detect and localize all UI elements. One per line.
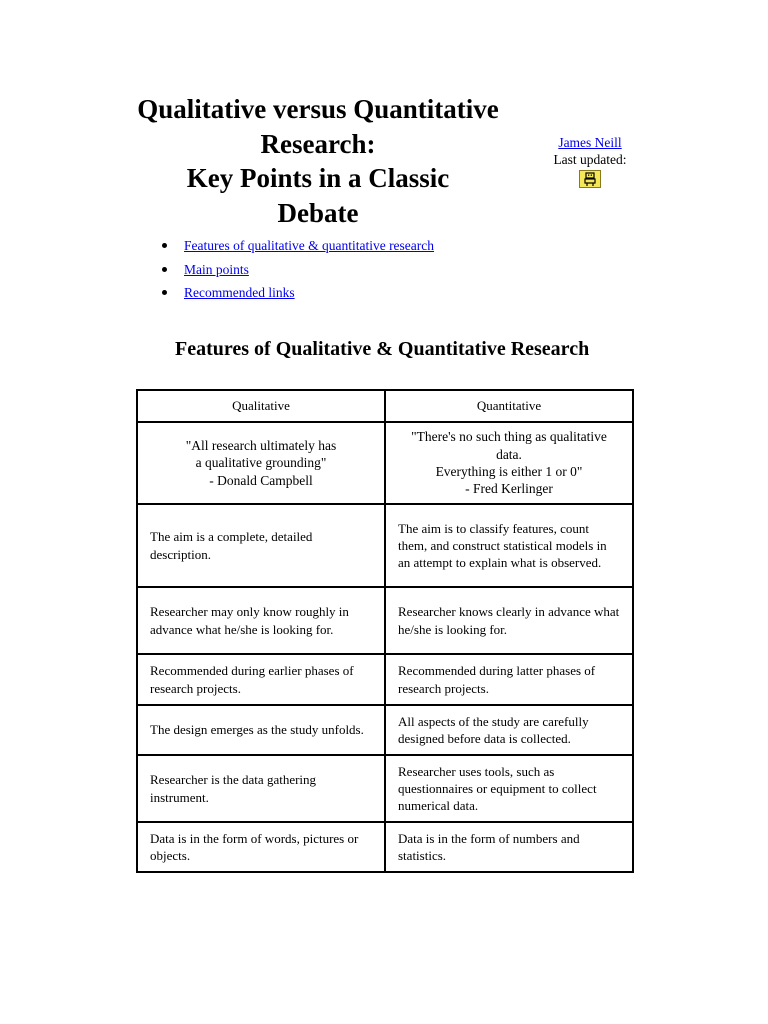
table-row — [137, 654, 633, 705]
quote-row — [137, 422, 633, 504]
table-header-row — [137, 390, 633, 422]
qualitative-cell: The aim is a complete, detailed description. — [137, 504, 385, 587]
title-line: Research: — [260, 128, 376, 159]
toc-link-features[interactable]: Features of qualitative & quantitative research — [184, 238, 435, 253]
toc-item — [162, 260, 434, 284]
quantitative-cell: Recommended during latter phases of research projects. — [385, 654, 633, 705]
table-row — [137, 705, 633, 755]
qualitative-cell: Researcher may only know roughly in advance what he/she is looking for. — [137, 587, 385, 654]
column-header-quantitative: Quantitative — [385, 390, 633, 422]
toc-link-recommended-links[interactable]: Recommended links — [184, 285, 295, 300]
robot-icon — [579, 170, 601, 188]
table-row — [137, 504, 633, 587]
quantitative-cell: The aim is to classify features, count them, and construct statistical models in an attempt to explain what is observed. — [385, 504, 633, 587]
table-row — [137, 822, 633, 872]
toc-item — [162, 236, 434, 260]
quote-line: - Donald Campbell — [209, 472, 313, 488]
toc-link-main-points[interactable]: Main points — [184, 261, 249, 277]
table-row — [137, 755, 633, 822]
quote-line: - Fred Kerlinger — [465, 481, 553, 497]
qualitative-cell: The design emerges as the study unfolds. — [137, 705, 385, 755]
page-title — [108, 92, 528, 230]
title-line: Debate — [277, 197, 359, 228]
quantitative-cell: Data is in the form of numbers and statistics. — [385, 822, 633, 872]
qualitative-quote — [137, 422, 385, 504]
quote-line: a qualitative grounding" — [195, 455, 327, 471]
quote-line: "All research ultimately has — [185, 438, 337, 454]
qualitative-cell: Researcher is the data gathering instrument. — [137, 755, 385, 822]
author-link[interactable]: James Neill — [558, 135, 622, 150]
quote-line: "There's no such thing as qualitative — [411, 429, 607, 445]
qualitative-cell: Data is in the form of words, pictures or objects. — [137, 822, 385, 872]
quantitative-cell: Researcher knows clearly in advance what he/she is looking for. — [385, 587, 633, 654]
last-updated-label: Last updated: — [553, 152, 627, 167]
comparison-table — [136, 389, 634, 873]
table-of-contents — [162, 236, 434, 307]
quote-line: Everything is either 1 or 0" — [435, 464, 583, 479]
author-box — [538, 134, 642, 188]
quote-line: data. — [496, 446, 522, 462]
qualitative-cell: Recommended during earlier phases of research projects. — [137, 654, 385, 705]
title-line: Qualitative versus Quantitative — [137, 94, 499, 124]
quantitative-cell: Researcher uses tools, such as questionnaires or equipment to collect numerical data. — [385, 755, 633, 822]
quantitative-cell: All aspects of the study are carefully designed before data is collected. — [385, 705, 633, 755]
quantitative-quote — [385, 422, 633, 504]
toc-item — [162, 283, 434, 307]
column-header-qualitative: Qualitative — [137, 390, 385, 422]
section-heading: Features of Qualitative & Quantitative Research — [175, 338, 590, 360]
title-line: Key Points in a Classic — [186, 163, 450, 193]
table-row — [137, 587, 633, 654]
